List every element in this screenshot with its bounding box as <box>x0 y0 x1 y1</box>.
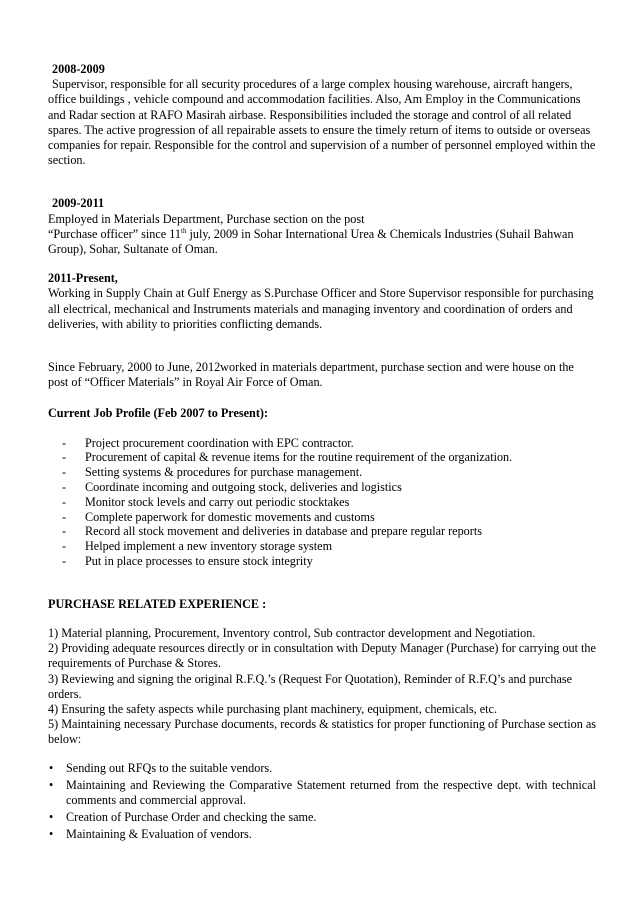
dash-marker: - <box>62 480 67 495</box>
since-paragraph: Since February, 2000 to June, 2012worked in materials department, purchase section and were house on the post of “Officer Materials” in Royal Air Force of Oman. <box>48 360 574 390</box>
list-item-text: Maintaining & Evaluation of vendors. <box>66 827 252 842</box>
text-part: “Purchase officer” since 11 <box>48 226 181 241</box>
job-profile-list <box>48 436 596 569</box>
list-item <box>62 436 596 451</box>
list-item <box>48 761 596 776</box>
bullet-marker: • <box>49 827 54 842</box>
dash-marker: - <box>62 509 67 524</box>
list-item-text: Creation of Purchase Order and checking the same. <box>66 810 317 825</box>
list-item-text: Project procurement coordination with EPC contractor. <box>85 435 354 450</box>
list-item-text: Put in place processes to ensure stock integrity <box>85 554 313 569</box>
list-item <box>62 465 596 480</box>
purchase-heading: PURCHASE RELATED EXPERIENCE : <box>48 596 267 611</box>
list-item-text: Procurement of capital & revenue items for the routine requirement of the organization. <box>85 450 513 465</box>
list-item-text: Setting systems & procedures for purchase management. <box>85 465 363 480</box>
list-item <box>48 827 596 842</box>
text-part: july, 2009 in Sohar International Urea & Chemicals Industries (Suhail Bahwan Group), Sohar, Sultanate of Oman. <box>48 226 574 257</box>
list-item <box>62 450 596 465</box>
year-2008: 2008-2009 <box>52 62 105 76</box>
dash-marker: - <box>62 435 67 450</box>
bullet-marker: • <box>49 810 54 825</box>
job-profile-heading: Current Job Profile (Feb 2007 to Present): <box>48 406 269 421</box>
paragraph-2009-line1: Employed in Materials Department, Purchase section on the post <box>48 211 365 226</box>
list-item <box>62 539 596 554</box>
list-item-text: Sending out RFQs to the suitable vendors. <box>66 760 273 775</box>
purchase-bullet-list <box>48 761 596 843</box>
dash-marker: - <box>62 450 67 465</box>
list-item-text: Helped implement a new inventory storage system <box>85 539 333 554</box>
dash-marker: - <box>62 524 67 539</box>
dash-marker: - <box>62 554 67 569</box>
paragraph-2009-line2 <box>48 227 596 257</box>
superscript: th <box>181 226 187 235</box>
list-item <box>62 554 596 569</box>
list-item-text: Complete paperwork for domestic movements and customs <box>85 509 375 524</box>
dash-marker: - <box>62 494 67 509</box>
dash-marker: - <box>62 465 67 480</box>
list-item <box>62 495 596 510</box>
purchase-point-1: 1) Material planning, Procurement, Inventory control, Sub contractor development and Negotiation. <box>48 626 536 641</box>
purchase-point-5: 5) Maintaining necessary Purchase documents, records & statistics for proper functioning of Purchase section as below: <box>48 717 596 747</box>
list-item <box>62 524 596 539</box>
dash-marker: - <box>62 539 67 554</box>
list-item-text: Record all stock movement and deliveries in database and prepare regular reports <box>85 524 482 539</box>
paragraph-2008: Supervisor, responsible for all security procedures of a large complex housing warehouse, aircraft hangers, office buildings , vehicle compound and accommodation facilities. Also, Am Employ in the Communications and Radar section at RAFO Masirah airbase. Responsibilities included the storage and control of all related spares. The active progression of all repairable assets to ensure the timely return of items to outside or overseas companies for repair. Responsible for the control and supervision of a number of personnel employed within the section. <box>48 77 596 168</box>
year-2009: 2009-2011 <box>52 196 105 211</box>
purchase-point-3: 3) Reviewing and signing the original R.F.Q.’s (Request For Quotation), Reminder of R.F.Q’s and purchase orders. <box>48 671 573 701</box>
paragraph-2011: Working in Supply Chain at Gulf Energy as S.Purchase Officer and Store Supervisor responsible for purchasing all electrical, mechanical and Instruments materials and managing inventory and coordination of orders and deliveries, with ability to priorities conflicting demands. <box>48 286 594 331</box>
list-item-text: Maintaining and Reviewing the Comparative Statement returned from the respective dept. with technical comments and commercial approval. <box>66 777 596 808</box>
bullet-marker: • <box>49 760 54 775</box>
bullet-marker: • <box>49 777 54 792</box>
list-item <box>48 778 596 808</box>
list-item-text: Monitor stock levels and carry out periodic stocktakes <box>85 494 350 509</box>
list-item <box>48 810 596 825</box>
year-2011: 2011-Present, <box>48 271 118 286</box>
purchase-point-2: 2) Providing adequate resources directly or in consultation with Deputy Manager (Purchase) for carrying out the requirements of Purchase & Stores. <box>48 641 596 671</box>
list-item <box>62 480 596 495</box>
purchase-point-4: 4) Ensuring the safety aspects while purchasing plant machinery, equipment, chemicals, etc. <box>48 702 497 717</box>
list-item <box>62 510 596 525</box>
resume-page <box>48 62 596 845</box>
list-item-text: Coordinate incoming and outgoing stock, deliveries and logistics <box>85 480 402 495</box>
